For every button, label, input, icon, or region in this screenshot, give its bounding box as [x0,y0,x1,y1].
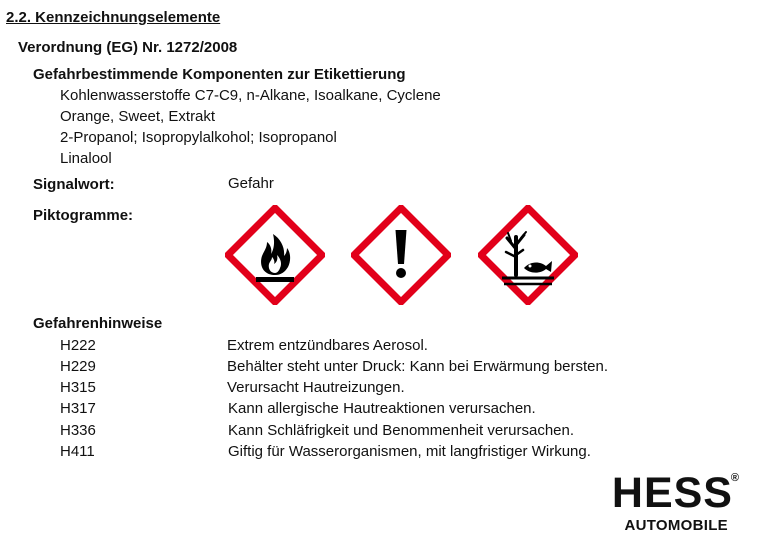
hazard-text: Behälter steht unter Druck: Kann bei Erwärmung bersten. [227,358,609,375]
pictograms-label: Piktogramme: [33,207,134,224]
flame-icon [225,205,325,305]
hazard-text: Kann allergische Hautreaktionen verursachen. [228,400,536,417]
logo-registered-mark: ® [730,472,739,484]
environment-icon [478,205,578,305]
hazard-code: H317 [60,400,96,417]
hazard-code: H222 [60,337,96,354]
hazard-code: H229 [60,358,96,375]
section-title: 2.2. Kennzeichnungselemente [6,9,221,26]
component-item: 2-Propanol; Isopropylalkohol; Isopropanol [60,129,337,146]
hazard-text: Verursacht Hautreizungen. [227,379,405,396]
hazard-text: Extrem entzündbares Aerosol. [227,337,428,354]
hazard-code: H315 [60,379,96,396]
logo-subtitle: AUTOMOBILE [624,517,728,534]
exclamation-mark-icon [351,205,451,305]
hazard-code: H336 [60,422,96,439]
component-item: Kohlenwasserstoffe C7-C9, n-Alkane, Isoalkane, Cyclene [60,87,441,104]
components-heading: Gefahrbestimmende Komponenten zur Etikettierung [33,66,406,83]
component-item: Linalool [60,150,112,167]
signal-word-value: Gefahr [228,175,274,192]
regulation-heading: Verordnung (EG) Nr. 1272/2008 [18,39,238,56]
signal-word-label: Signalwort: [33,176,115,193]
hazard-text: Giftig für Wasserorganismen, mit langfristiger Wirkung. [228,443,591,460]
logo-wordmark: HESS [611,469,733,517]
hazard-code: H411 [60,443,95,460]
hazard-heading: Gefahrenhinweise [33,315,163,332]
component-item: Orange, Sweet, Extrakt [60,108,216,125]
hazard-text: Kann Schläfrigkeit und Benommenheit verursachen. [228,422,575,439]
